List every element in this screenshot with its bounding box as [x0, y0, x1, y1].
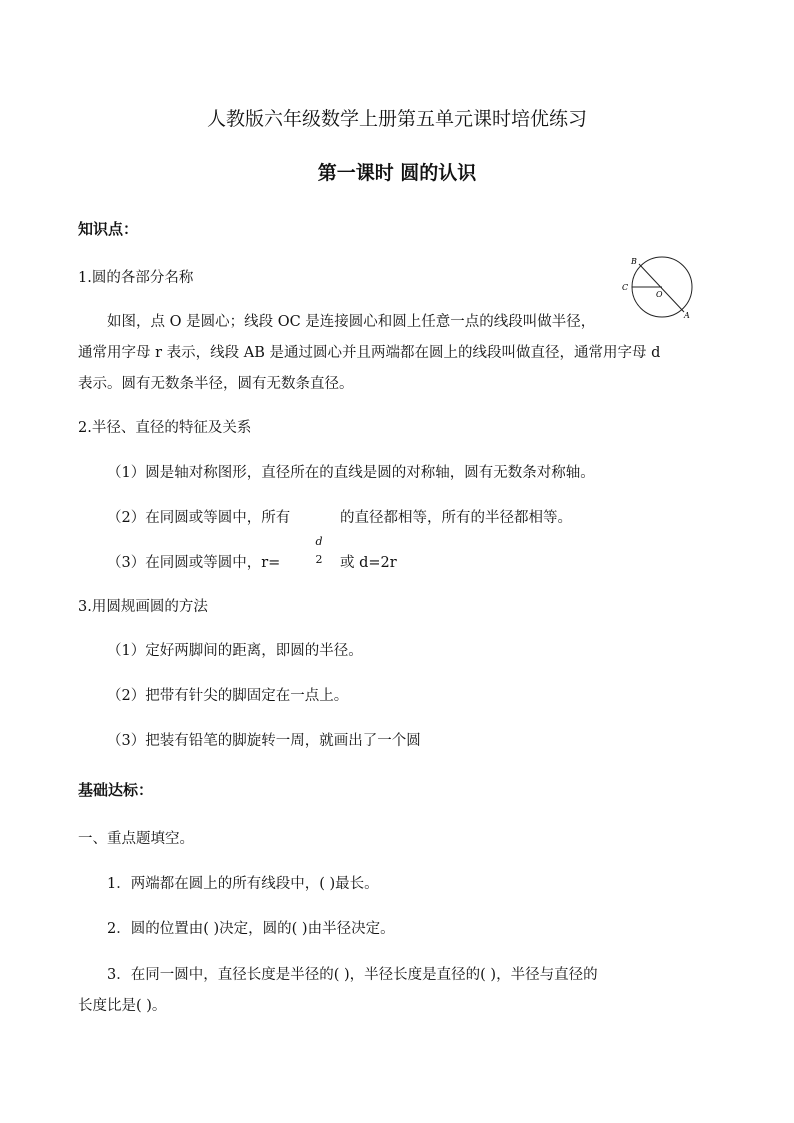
page-subtitle: 第一课时 圆的认识 [317, 162, 477, 184]
section1-line2: 通常用字母 r 表示，线段 AB 是通过圆心并且两端都在圆上的线段叫做直径，通常用字母 d [78, 345, 661, 361]
section2-item3-end: 或 d=2r [340, 555, 397, 571]
label-b: B [631, 257, 637, 266]
section2-item1: （1）圆是轴对称图形，直径所在的直线是圆的对称轴，圆有无数条对称轴。 [107, 465, 595, 481]
section2-heading: 2.半径、直径的特征及关系 [78, 420, 252, 436]
section3-item2: （2）把带有针尖的脚固定在一点上。 [107, 688, 349, 704]
question-1: 1．两端都在圆上的所有线段中，( )最长。 [107, 876, 379, 892]
section3-heading: 3.用圆规画圆的方法 [78, 599, 208, 615]
section2-item2-end: 的直径都相等，所有的半径都相等。 [340, 510, 572, 526]
circle-diagram [614, 252, 704, 322]
section1-heading: 1.圆的各部分名称 [78, 270, 194, 286]
label-o: O [656, 290, 663, 299]
section2-item3-start: （3）在同圆或等圆中，r= [107, 555, 281, 571]
basics-heading: 基础达标： [78, 781, 154, 799]
fraction-denominator: 2 [315, 553, 323, 566]
label-c: C [622, 283, 629, 292]
section3-item3: （3）把装有铅笔的脚旋转一周，就画出了一个圆 [107, 733, 421, 749]
section1-line1: 如图，点 O 是圆心；线段 OC 是连接圆心和圆上任意一点的线段叫做半径， [107, 314, 596, 330]
diameter-ab [639, 264, 684, 312]
part1-heading: 一、重点题填空。 [78, 831, 194, 847]
page-title: 人教版六年级数学上册第五单元课时培优练习 [206, 108, 587, 130]
label-a: A [684, 311, 690, 320]
section1-line3: 表示。圆有无数条半径，圆有无数条直径。 [78, 376, 354, 392]
question-3-line1: 3．在同一圆中，直径长度是半径的( )，半径长度是直径的( )，半径与直径的 [107, 967, 598, 983]
section3-item1: （1）定好两脚间的距离，即圆的半径。 [107, 643, 363, 659]
section2-item2-start: （2）在同圆或等圆中，所有 [107, 510, 291, 526]
knowledge-heading: 知识点： [78, 220, 139, 238]
question-2: 2．圆的位置由( )决定，圆的( )由半径决定。 [107, 921, 395, 937]
fraction-numerator: d [315, 535, 323, 548]
question-3-line2: 长度比是( )。 [78, 998, 167, 1014]
